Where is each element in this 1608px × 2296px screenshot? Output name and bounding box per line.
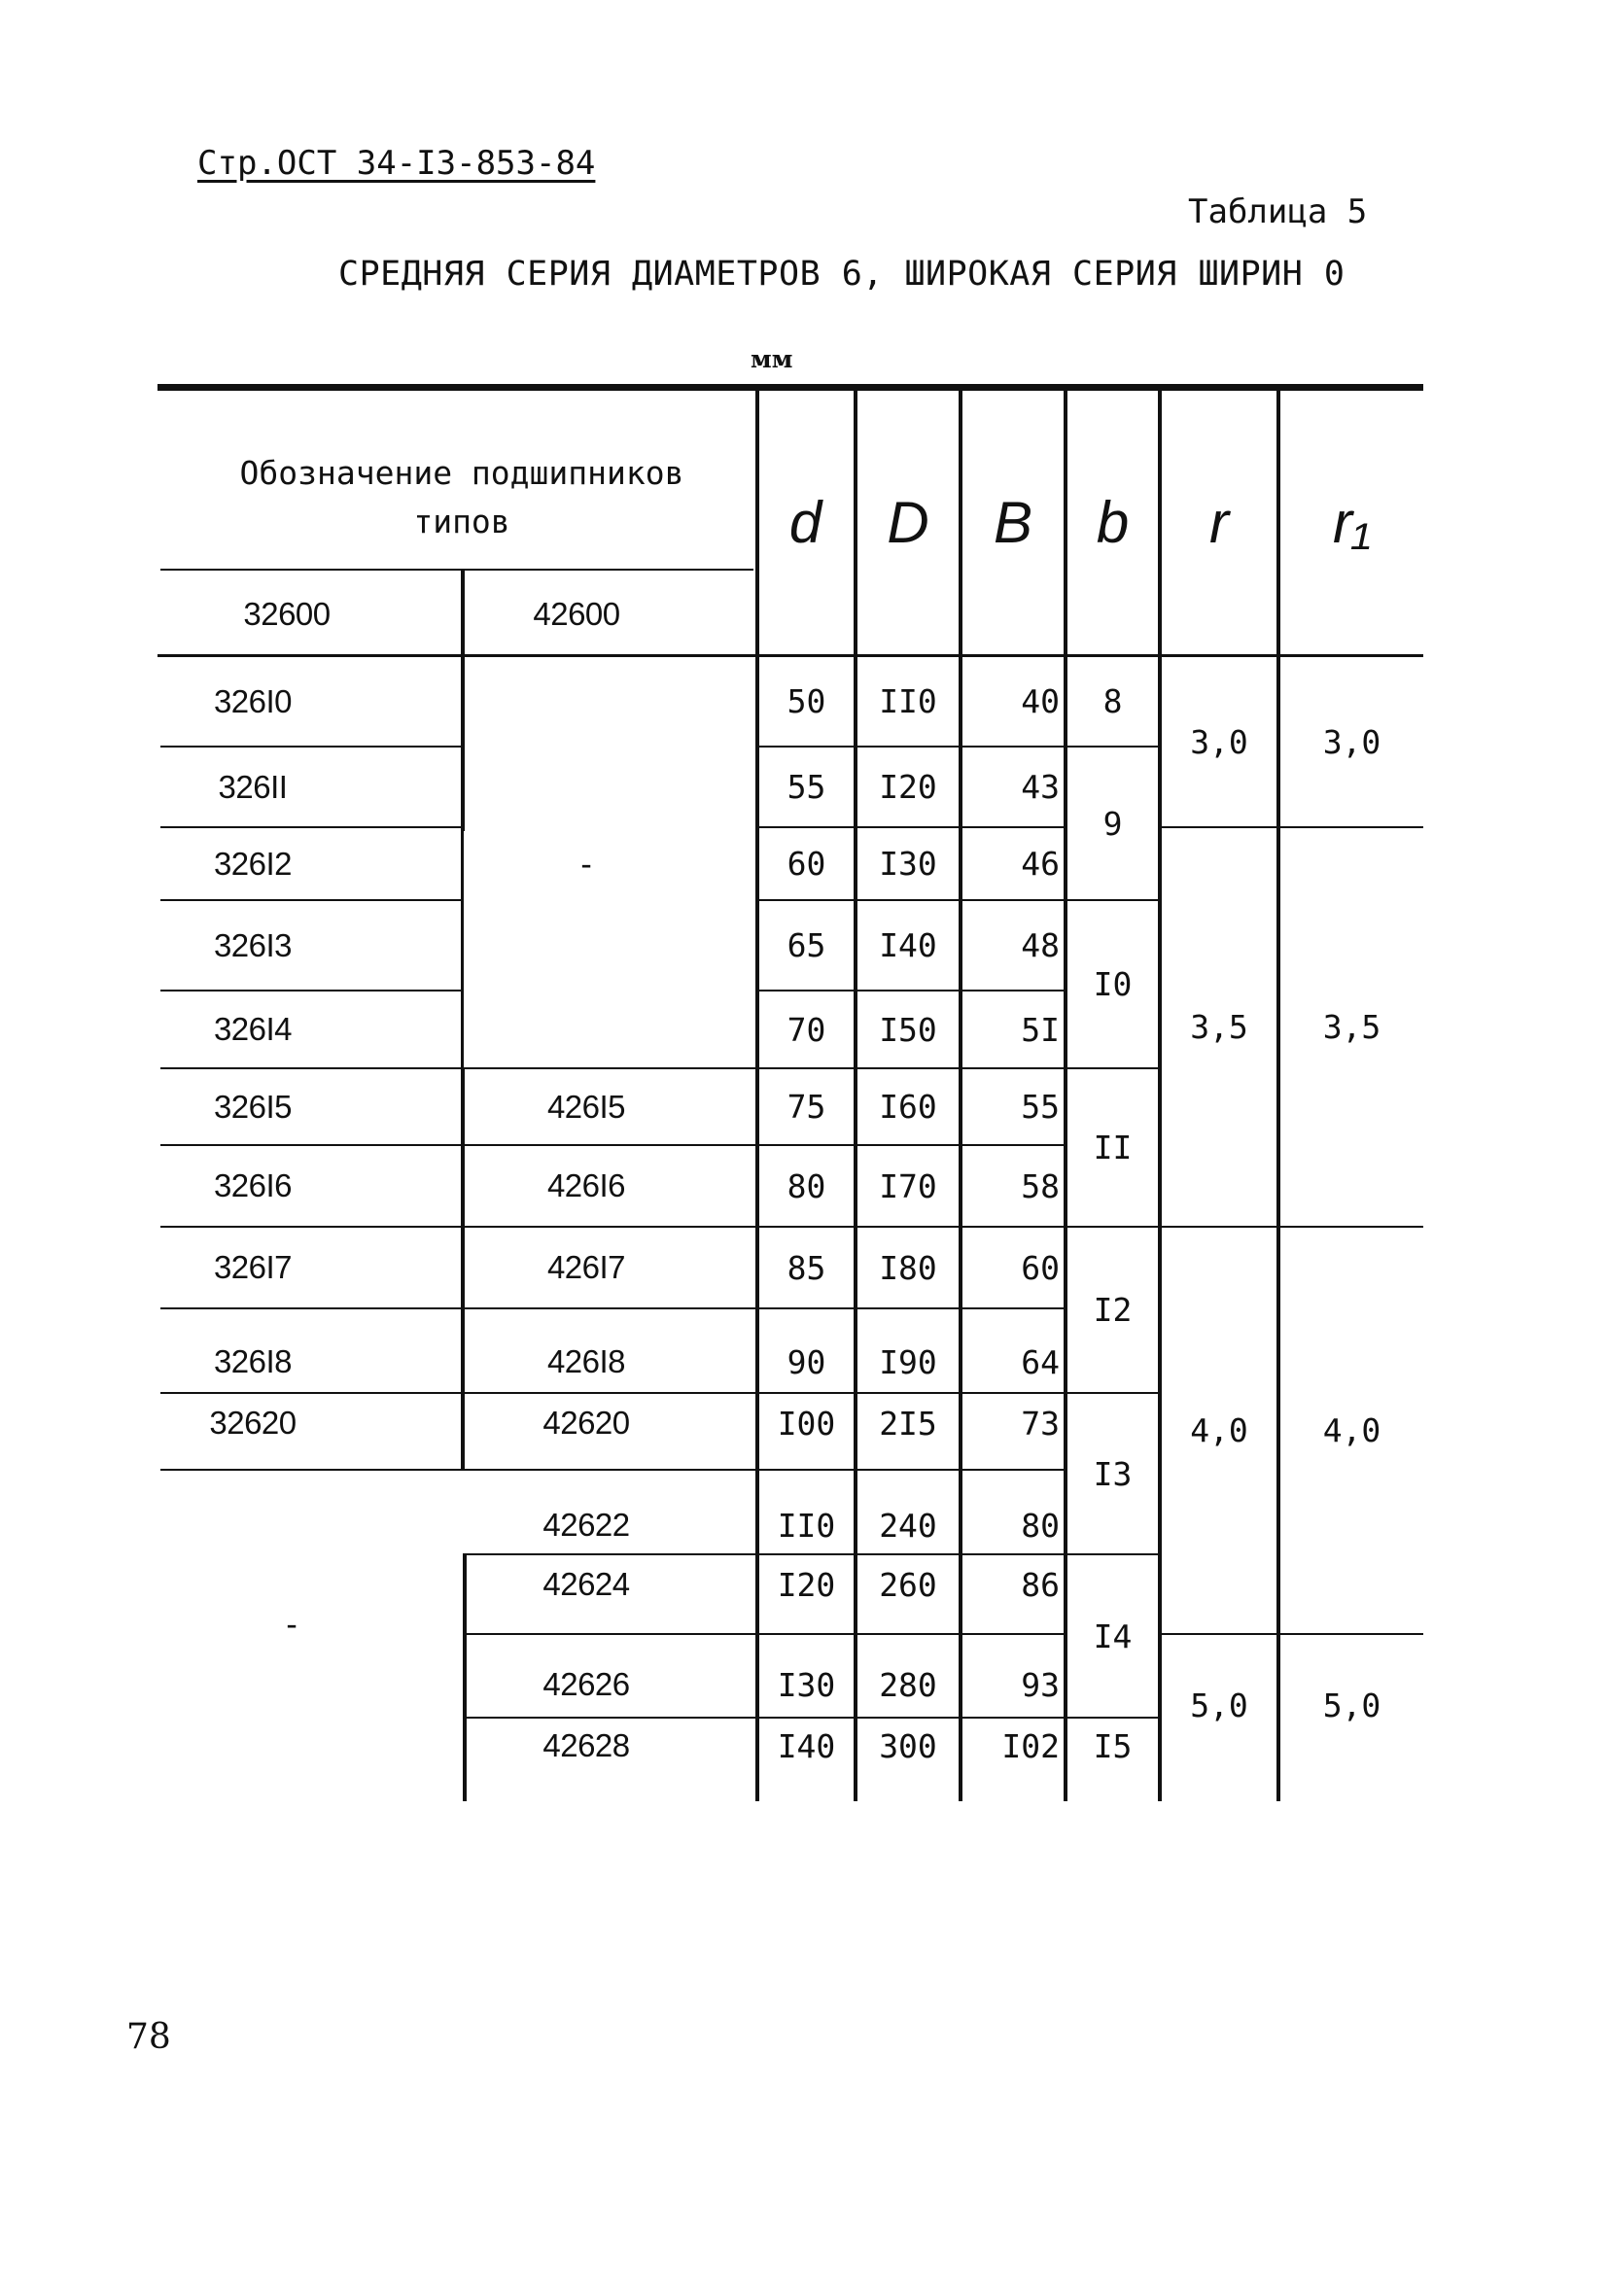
row-rule [465, 1633, 755, 1635]
cell-B: 80 [1021, 1506, 1060, 1545]
row-rule [160, 1469, 755, 1471]
cell-d: 60 [787, 845, 826, 883]
cell-D: I80 [879, 1248, 937, 1287]
cell-D: I50 [879, 1010, 937, 1049]
designation-b: 426I7 [546, 1249, 626, 1285]
designation-a: 326II [218, 768, 288, 805]
cell-B: 40 [1021, 682, 1060, 720]
designation-b: 42624 [542, 1566, 630, 1602]
row-rule [758, 1633, 1065, 1635]
cell-b: I3 [1093, 1454, 1133, 1493]
cell-D: I20 [879, 768, 937, 806]
cell-D: 240 [879, 1506, 937, 1545]
cell-D: I60 [879, 1088, 937, 1126]
cell-r1: 3,0 [1322, 722, 1381, 761]
cell-D: 260 [879, 1565, 937, 1604]
designation-b: 42626 [542, 1666, 630, 1702]
cell-r: 4,0 [1190, 1411, 1248, 1449]
cell-B: 86 [1021, 1565, 1060, 1604]
designation-b: 426I8 [546, 1343, 626, 1379]
designation-a: 326I4 [213, 1011, 293, 1047]
cell-b: I5 [1093, 1726, 1133, 1765]
cell-B: 93 [1021, 1665, 1060, 1704]
table-title: СРЕДНЯЯ СЕРИЯ ДИАМЕТРОВ 6, ШИРОКАЯ СЕРИЯ ШИРИН 0 [338, 255, 1346, 294]
cell-B: 43 [1021, 768, 1060, 806]
page-number: 78 [126, 2017, 171, 2057]
row-rule [758, 1307, 1065, 1309]
cell-d: 80 [787, 1166, 826, 1205]
col-header-b: b [1096, 490, 1130, 555]
cell-B: 73 [1021, 1404, 1060, 1443]
cell-b: 8 [1102, 682, 1123, 720]
cell-r1: 4,0 [1322, 1411, 1381, 1449]
cell-B: 55 [1021, 1088, 1060, 1126]
designation-a: 32620 [209, 1405, 297, 1441]
cell-B: 60 [1021, 1248, 1060, 1287]
cell-B: 58 [1021, 1166, 1060, 1205]
designation-a: 326I7 [213, 1249, 293, 1285]
cell-d: II0 [777, 1506, 836, 1545]
table-number: Таблица 5 [1188, 192, 1368, 231]
designation-a: 326I5 [213, 1088, 293, 1125]
cell-D: I90 [879, 1342, 937, 1381]
cell-d: 65 [787, 926, 826, 964]
cell-d: 85 [787, 1248, 826, 1287]
cell-B: 48 [1021, 926, 1060, 964]
designation-header: Обозначение подшипников типов [239, 454, 684, 540]
cell-r: 3,5 [1190, 1008, 1248, 1046]
cell-D: I30 [879, 845, 937, 883]
designation-a: 326I2 [213, 845, 293, 882]
designation-b: 42622 [542, 1507, 630, 1543]
cell-D: 300 [879, 1726, 937, 1765]
cell-D: II0 [879, 682, 937, 720]
cell-B: 5I [1021, 1010, 1060, 1049]
cell-d: 90 [787, 1342, 826, 1381]
unit-label: мм [751, 345, 793, 373]
cell-r: 3,0 [1190, 722, 1248, 761]
designation-b: 426I5 [546, 1088, 626, 1125]
cell-d: I00 [777, 1404, 836, 1443]
cell-B: 64 [1021, 1342, 1060, 1381]
col-header-B: B [993, 490, 1033, 555]
col-header-r: r [1209, 490, 1229, 555]
cell-r: 5,0 [1190, 1686, 1248, 1724]
designation-a: 326I3 [213, 926, 293, 963]
cell-B: 46 [1021, 845, 1060, 883]
designation-b: 42628 [542, 1727, 630, 1763]
designation-a: 326I8 [213, 1343, 293, 1379]
row-rule [758, 1469, 1065, 1471]
cell-b: II [1093, 1129, 1133, 1166]
header-split-rule [160, 569, 753, 571]
cell-d: I20 [777, 1565, 836, 1604]
cell-d: 55 [787, 768, 826, 806]
cell-d: 75 [787, 1088, 826, 1126]
designation-a: 326I0 [213, 682, 293, 719]
cell-D: I70 [879, 1166, 937, 1205]
cell-r1: 5,0 [1322, 1686, 1381, 1724]
cell-D: I40 [879, 926, 937, 964]
cell-d: I30 [777, 1665, 836, 1704]
cell-D: 2I5 [879, 1404, 937, 1443]
cell-d: 50 [787, 682, 826, 720]
designation-a: 326I6 [213, 1167, 293, 1203]
cell-b: I2 [1093, 1291, 1133, 1329]
designation-b: 426I6 [546, 1167, 626, 1203]
type-b-header: 42600 [533, 595, 620, 632]
table-top-rule [157, 384, 1423, 391]
designation-b-empty: - [577, 845, 596, 883]
col-header-D: D [887, 490, 929, 555]
row-rule [160, 1307, 755, 1309]
cell-b: I4 [1093, 1617, 1133, 1655]
cell-D: 280 [879, 1665, 937, 1704]
designation-b: 42620 [542, 1405, 630, 1441]
cell-r1: 3,5 [1322, 1008, 1381, 1046]
col-header-d: d [788, 490, 822, 555]
cell-d: 70 [787, 1010, 826, 1049]
cell-d: I40 [777, 1726, 836, 1765]
standard-reference: Стр.ОСТ 34-I3-853-84 [197, 144, 596, 183]
cell-b: 9 [1102, 804, 1123, 843]
col-rule [461, 831, 464, 1067]
cell-B: I02 [1001, 1726, 1060, 1765]
type-a-header: 32600 [243, 595, 331, 632]
designation-a-empty: - [282, 1604, 301, 1643]
col-header-r1: r₁ [1333, 490, 1371, 555]
cell-b: I0 [1093, 965, 1133, 1003]
